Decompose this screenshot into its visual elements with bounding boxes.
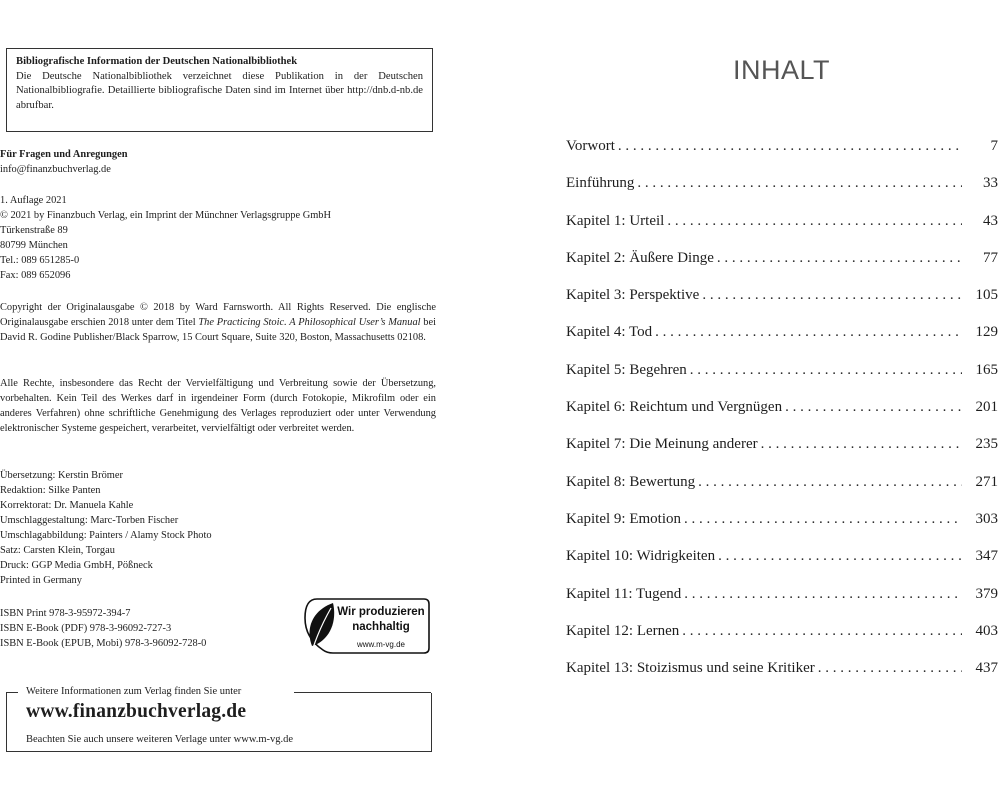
original-edition-block [0, 300, 436, 345]
leader-dots [698, 474, 962, 491]
credit-line: Umschlagabbildung: Painters / Alamy Stock Photo [0, 530, 212, 541]
toc-entry[interactable] [566, 399, 998, 436]
copyright: © 2021 by Finanzbuch Verlag, ein Imprint der Münchner Verlagsgruppe GmbH [0, 210, 331, 221]
promo-heading: Weitere Informationen zum Verlag finden Sie unter [26, 686, 242, 697]
toc-page: 43 [983, 212, 998, 229]
original-title: The Practicing Stoic. A Philosophical User’s Manual [198, 317, 421, 328]
credit-line: Redaktion: Silke Panten [0, 485, 101, 496]
toc-entry[interactable] [566, 287, 998, 324]
leader-dots [702, 287, 962, 304]
publisher-website-link[interactable]: www.finanzbuchverlag.de [26, 701, 247, 722]
badge-line1: Wir produzieren [337, 606, 425, 618]
toc-label: Vorwort [566, 138, 615, 154]
toc-label: Einführung [566, 175, 635, 192]
credit-line: Druck: GGP Media GmbH, Pößneck [0, 560, 153, 571]
leader-dots [717, 250, 962, 267]
fax: Fax: 089 652096 [0, 270, 71, 281]
toc-label: Kapitel 4: Tod [566, 324, 653, 341]
toc-entry[interactable] [566, 250, 998, 287]
isbn-epub: ISBN E-Book (EPUB, Mobi) 978-3-96092-728-0 [0, 638, 207, 649]
toc-entry[interactable] [566, 138, 998, 175]
toc-label: Kapitel 2: Äußere Dinge [566, 249, 714, 266]
original-part2: bei David R. Godine Publisher/Black Sparrow, 15 Court Square, Suite 320, Boston, Massachusetts 02108. [0, 317, 436, 343]
toc-label: Kapitel 9: Emotion [566, 510, 681, 527]
toc-label: Kapitel 13: Stoizismus und seine Kritiker [566, 660, 815, 677]
sustainability-badge [303, 598, 430, 654]
publisher-block [0, 193, 436, 283]
toc-page: 347 [975, 548, 998, 565]
leader-dots [761, 436, 962, 453]
toc-page: 165 [975, 361, 998, 378]
cip-title: Bibliografische Information der Deutschen Nationalbibliothek [16, 56, 298, 67]
promo-footer: Beachten Sie auch unsere weiteren Verlage unter www.m-vg.de [26, 734, 294, 745]
toc-entry[interactable] [566, 175, 998, 212]
toc-page: 201 [975, 399, 998, 416]
imprint-page [0, 0, 440, 800]
tel: Tel.: 089 651285-0 [0, 255, 80, 266]
credit-line: Umschlaggestaltung: Marc-Torben Fischer [0, 515, 179, 526]
promo-border-left [6, 692, 18, 693]
isbn-print: ISBN Print 978-3-95972-394-7 [0, 608, 131, 619]
toc-page: 271 [975, 473, 998, 490]
leader-dots [718, 548, 962, 565]
leader-dots [682, 623, 962, 640]
toc-label: Kapitel 5: Begehren [566, 361, 687, 378]
leader-dots [684, 586, 962, 603]
toc-label: Kapitel 11: Tugend [566, 585, 682, 602]
original-part1: Copyright der Originalausgabe © 2018 by Ward Farnsworth. All Rights Reserved. Die englische Originalausgabe erschien 2018 unter dem Titel [0, 302, 436, 328]
toc-label: Kapitel 10: Widrigkeiten [566, 548, 716, 565]
toc-page: 379 [975, 585, 998, 602]
leader-dots [684, 511, 962, 528]
edition: 1. Auflage 2021 [0, 195, 67, 206]
toc-label: Kapitel 6: Reichtum und Vergnügen [566, 399, 783, 416]
toc-label: Kapitel 8: Bewertung [566, 473, 696, 490]
toc-entry[interactable] [566, 660, 998, 697]
toc-page: 403 [975, 622, 998, 639]
contact-email: info@finanzbuchverlag.de [0, 164, 111, 175]
credit-line: Printed in Germany [0, 575, 82, 586]
isbn-pdf: ISBN E-Book (PDF) 978-3-96092-727-3 [0, 623, 172, 634]
contact-heading: Für Fragen und Anregungen [0, 149, 128, 160]
toc-entry[interactable] [566, 623, 998, 660]
street: Türkenstraße 89 [0, 225, 68, 236]
toc-entry[interactable] [566, 362, 998, 399]
leader-dots [690, 362, 962, 379]
toc-entry[interactable] [566, 213, 998, 250]
credit-line: Korrektorat: Dr. Manuela Kahle [0, 500, 134, 511]
leader-dots [637, 175, 962, 192]
toc-title: INHALT [733, 55, 831, 85]
credit-line: Satz: Carsten Klein, Torgau [0, 545, 115, 556]
toc-page: 77 [983, 249, 998, 266]
toc-page: 33 [983, 175, 998, 192]
cip-box [6, 48, 433, 132]
toc-entry[interactable] [566, 548, 998, 585]
toc-label: Kapitel 12: Lernen [566, 622, 680, 639]
toc-page: 7 [990, 138, 998, 154]
table-of-contents [566, 138, 998, 697]
toc-page: 303 [975, 510, 998, 527]
leader-dots [667, 213, 962, 230]
cip-body: Die Deutsche Nationalbibliothek verzeichnet diese Publikation in der Deutschen Nationalbibliografie. Detaillierte bibliografische Daten sind im Internet über http://dnb.d-nb.de abrufbar. [16, 70, 423, 111]
toc-label: Kapitel 7: Die Meinung anderer [566, 436, 758, 453]
toc-page: 129 [975, 324, 998, 341]
toc-page: 437 [975, 660, 998, 677]
toc-label: Kapitel 3: Perspektive [566, 287, 700, 304]
leader-dots [618, 138, 962, 155]
credits-block [0, 468, 436, 588]
promo-border-right [294, 692, 431, 693]
toc-page: 235 [975, 436, 998, 453]
toc-entry[interactable] [566, 474, 998, 511]
toc-entry[interactable] [566, 436, 998, 473]
toc-page: 105 [975, 287, 998, 304]
rights-block: Alle Rechte, insbesondere das Recht der Vervielfältigung und Verbreitung sowie der Übersetzung, vorbehalten. Kein Teil des Werkes darf in irgendeiner Form (durch Fotokopie, Mikrofilm oder ein anderes Verfahren) ohne schriftliche Genehmigung des Verlages reproduziert oder unter Verwendung elektronischer Systeme gespeichert, verarbeitet, vervielfältigt oder verbreitet werden. [0, 378, 436, 434]
toc-entry[interactable] [566, 324, 998, 361]
credit-line: Übersetzung: Kerstin Brömer [0, 470, 123, 481]
toc-entry[interactable] [566, 511, 998, 548]
city: 80799 München [0, 240, 68, 251]
leader-dots [655, 324, 962, 341]
badge-line2: nachhaltig [352, 621, 410, 633]
badge-url: www.m-vg.de [356, 640, 405, 649]
toc-entry[interactable] [566, 586, 998, 623]
contact-block [0, 147, 436, 177]
toc-label: Kapitel 1: Urteil [566, 212, 665, 229]
isbn-block [0, 606, 290, 651]
leader-dots [785, 399, 962, 416]
leader-dots [818, 660, 962, 677]
